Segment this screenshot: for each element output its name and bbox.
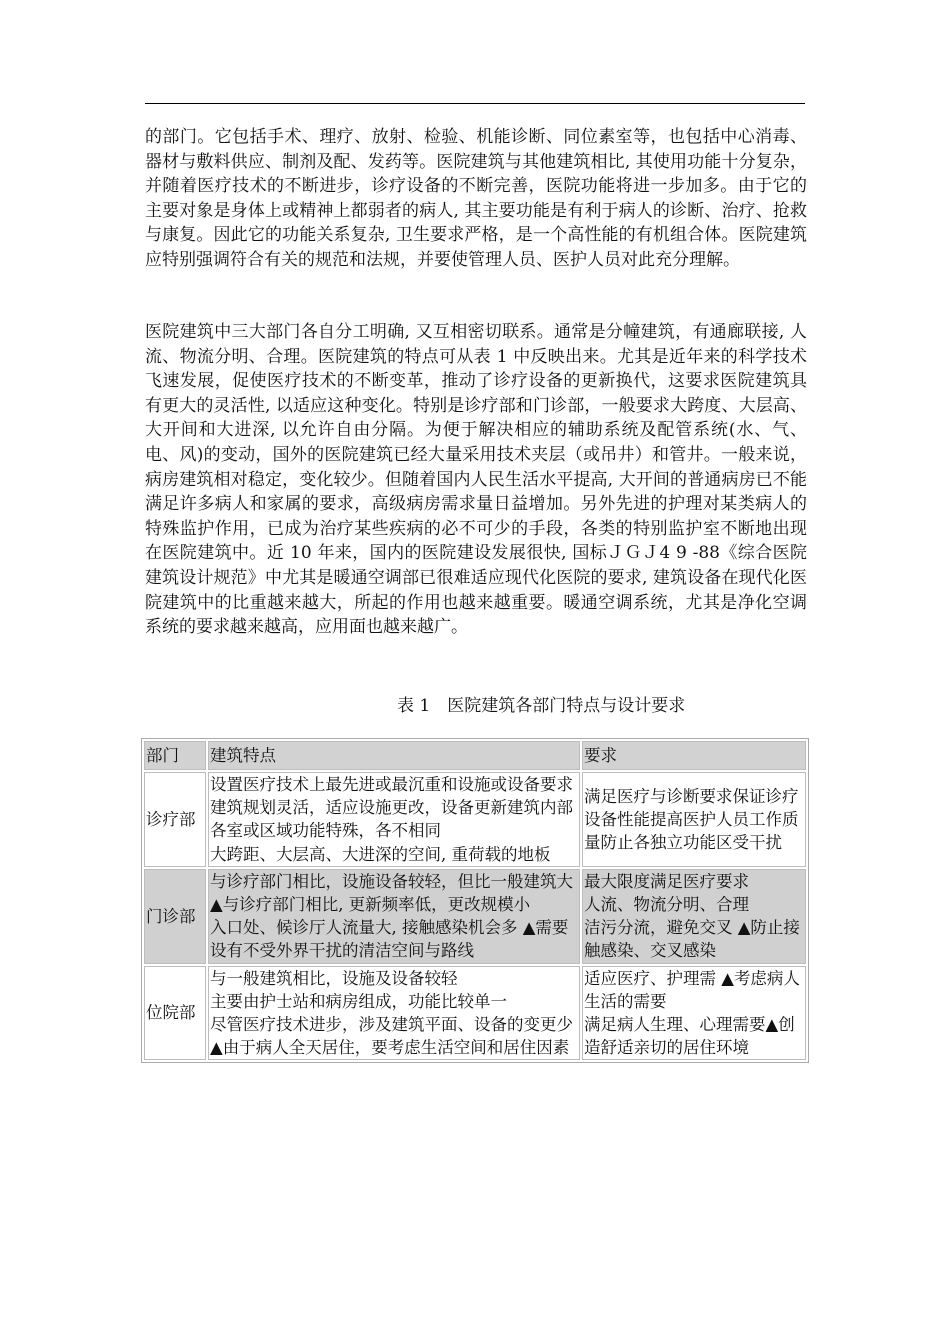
requirements-cell [582,966,806,1061]
header-features: 建筑特点 [208,741,580,770]
dept-cell: 门诊部 [144,869,206,964]
feature-line: 主要由护士站和病房组成，功能比较单一 [210,991,507,1011]
feature-line: 尽管医疗技术进步，涉及建筑平面、设备的变更少 ▲由于病人全天居住，要考虑生活空间和居住因素 [210,1015,573,1058]
requirements-cell [582,772,806,867]
feature-line: 大跨距、大层高、大进深的空间, 重荷载的地板 [210,844,551,864]
requirement-line: 人流、物流分明、合理 [584,895,749,915]
dept-cell: 诊疗部 [144,772,206,867]
features-cell [208,772,580,867]
body-paragraph-1: 的部门。它包括手术、理疗、放射、检验、机能诊断、同位素室等，也包括中心消毒、器材与敷料供应、制剂及配、发药等。医院建筑与其他建筑相比, 其使用功能十分复杂，并随着医疗技术的不断进步，诊疗设备的不断完善，医院功能将进一步加多。由于它的主要对象是身体上或精神上都弱者的病人, 其主要功能是有利于病人的诊断、治疗、抢救与康复。因此它的功能关系复杂, 卫生要求严格，是一个高性能的有机组合体。医院建筑应特别强调符合有关的规范和法规，并要使管理人员、医护人员对此充分理解。 [145,127,807,270]
header-rule [145,103,805,104]
header-requirements: 要求 [582,741,806,770]
table-row [144,966,806,1061]
features-cell [208,966,580,1061]
requirement-line: 最大限度满足医疗要求 [584,871,749,891]
feature-line: 设置医疗技术上最先进或最沉重和设施或设备要求建筑规划灵活，适应设施更改，设备更新建筑内部各室或区域功能特殊，各不相同 [210,775,573,841]
feature-line: 与诊疗部门相比，设施设备较轻，但比一般建筑大 ▲与诊疗部门相比, 更新频率低，更改规模小 [210,871,573,915]
feature-line: 与一般建筑相比，设施及设备较轻 [210,968,458,988]
table-row [144,869,806,964]
body-paragraph-2: 医院建筑中三大部门各自分工明确, 又互相密切联系。通常是分幢建筑，有通廊联接, 人流、物流分明、合理。医院建筑的特点可从表 1 中反映出来。尤其是近年来的科学技术飞速发展，促使医疗技术的不断变革，推动了诊疗设备的更新换代，这要求医院建筑具有更大的灵活性, 以适应这种变化。特别是诊疗部和门诊部，一般要求大跨度、大层高、大开间和大进深, 以允许自由分隔。为便于解决相应的辅助系统及配管系统(水、气、电、风)的变动，国外的医院建筑已经大量采用技术夹层（或吊井）和管井。一般来说，病房建筑相对稳定，变化较少。但随着国内人民生活水平提高, 大开间的普通病房已不能满足许多病人和家属的要求，高级病房需求量日益增加。另外先进的护理对某类病人的特殊监护作用，已成为治疗某些疾病的必不可少的手段，各类的特别监护室不断地出现在医院建筑中。近 10 年来，国内的医院建设发展很快, 国标ＪＧＪ4 9 -88《综合医院建筑设计规范》中尤其是暖通空调部已很难适应现代化医院的要求, 建筑设备在现代化医院建筑中的比重越来越大，所起的作用也越来越重要。暖通空调系统，尤其是净化空调系统的要求越来越高，应用面也越来越广。 [145,322,807,638]
table-row [144,772,806,867]
department-table [141,738,809,1063]
features-cell [208,869,580,964]
requirement-line: 满足医疗与诊断要求保证诊疗设备性能提高医护人员工作质量防止各独立功能区受干扰 [584,786,799,852]
feature-line: 入口处、候诊厅人流量大, 接触感染机会多 ▲需要设有不受外界干扰的清洁空间与路线 [210,918,569,961]
requirement-line: 满足病人生理、心理需要▲创造舒适亲切的居住环境 [584,1015,795,1058]
requirement-line: 洁污分流，避免交叉 ▲防止接触感染、交叉感染 [584,918,800,961]
requirement-line: 适应医疗、护理需 ▲考虑病人生活的需要 [584,968,800,1011]
table-caption: 表 1 医院建筑各部门特点与设计要求 [397,696,686,716]
requirements-cell [582,869,806,964]
table-header-row [144,741,806,770]
header-dept: 部门 [144,741,206,770]
dept-cell: 位院部 [144,966,206,1061]
